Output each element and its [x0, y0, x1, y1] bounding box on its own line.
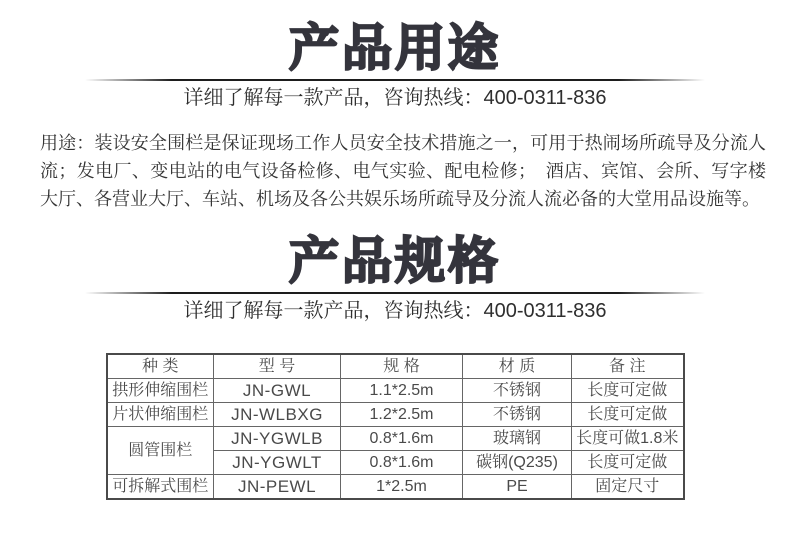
specs-header [0, 233, 790, 323]
cell-type: 片状伸缩围栏 [107, 403, 214, 427]
specs-title: 产品规格 [289, 233, 501, 289]
cell-material: 玻璃钢 [463, 427, 572, 451]
table-row [107, 403, 684, 427]
cell-model: JN-WLBXG [214, 403, 341, 427]
cell-model: JN-YGWLT [214, 451, 341, 475]
usage-subtitle: 详细了解每一款产品，咨询热线：400-0311-836 [183, 87, 607, 109]
cell-model: JN-PEWL [214, 475, 341, 500]
specs-title-divider [85, 292, 705, 294]
cell-type-merged: 圆管围栏 [107, 427, 214, 475]
cell-spec: 1.2*2.5m [341, 403, 463, 427]
cell-material: 不锈钢 [463, 403, 572, 427]
table-row [107, 379, 684, 403]
table-header-row [107, 354, 684, 379]
cell-material: 碳钢(Q235) [463, 451, 572, 475]
cell-spec: 0.8*1.6m [341, 451, 463, 475]
usage-header [0, 20, 790, 110]
cell-spec: 1*2.5m [341, 475, 463, 500]
cell-type: 拱形伸缩围栏 [107, 379, 214, 403]
section-specs [0, 213, 790, 500]
cell-type: 可拆解式围栏 [107, 475, 214, 500]
section-usage [0, 0, 790, 213]
table-row [107, 427, 684, 451]
cell-model: JN-GWL [214, 379, 341, 403]
header-cell-note: 备 注 [572, 354, 684, 379]
header-cell-type: 种 类 [107, 354, 214, 379]
header-cell-model: 型 号 [214, 354, 341, 379]
cell-note: 长度可定做 [572, 379, 684, 403]
header-cell-material: 材 质 [463, 354, 572, 379]
cell-note: 长度可定做 [572, 403, 684, 427]
cell-spec: 1.1*2.5m [341, 379, 463, 403]
cell-material: PE [463, 475, 572, 500]
usage-title-divider [85, 79, 705, 81]
cell-note: 固定尺寸 [572, 475, 684, 500]
spec-table [106, 353, 685, 500]
cell-material: 不锈钢 [463, 379, 572, 403]
usage-paragraph: 用途：装设安全围栏是保证现场工作人员安全技术措施之一，可用于热闹场所疏导及分流人流；发电厂、变电站的电气设备检修、电气实验、配电检修； 酒店、宾馆、会所、写字楼大厅、各营业大厅、车站、机场及各公共娱乐场所疏导及分流人流必备的大堂用品设施等。 [40, 133, 766, 209]
usage-title: 产品用途 [289, 20, 501, 76]
header-cell-spec: 规 格 [341, 354, 463, 379]
cell-note: 长度可定做 [572, 451, 684, 475]
specs-subtitle: 详细了解每一款产品，咨询热线：400-0311-836 [183, 300, 607, 322]
table-row [107, 475, 684, 500]
cell-model: JN-YGWLB [214, 427, 341, 451]
cell-spec: 0.8*1.6m [341, 427, 463, 451]
cell-note: 长度可做1.8米 [572, 427, 684, 451]
